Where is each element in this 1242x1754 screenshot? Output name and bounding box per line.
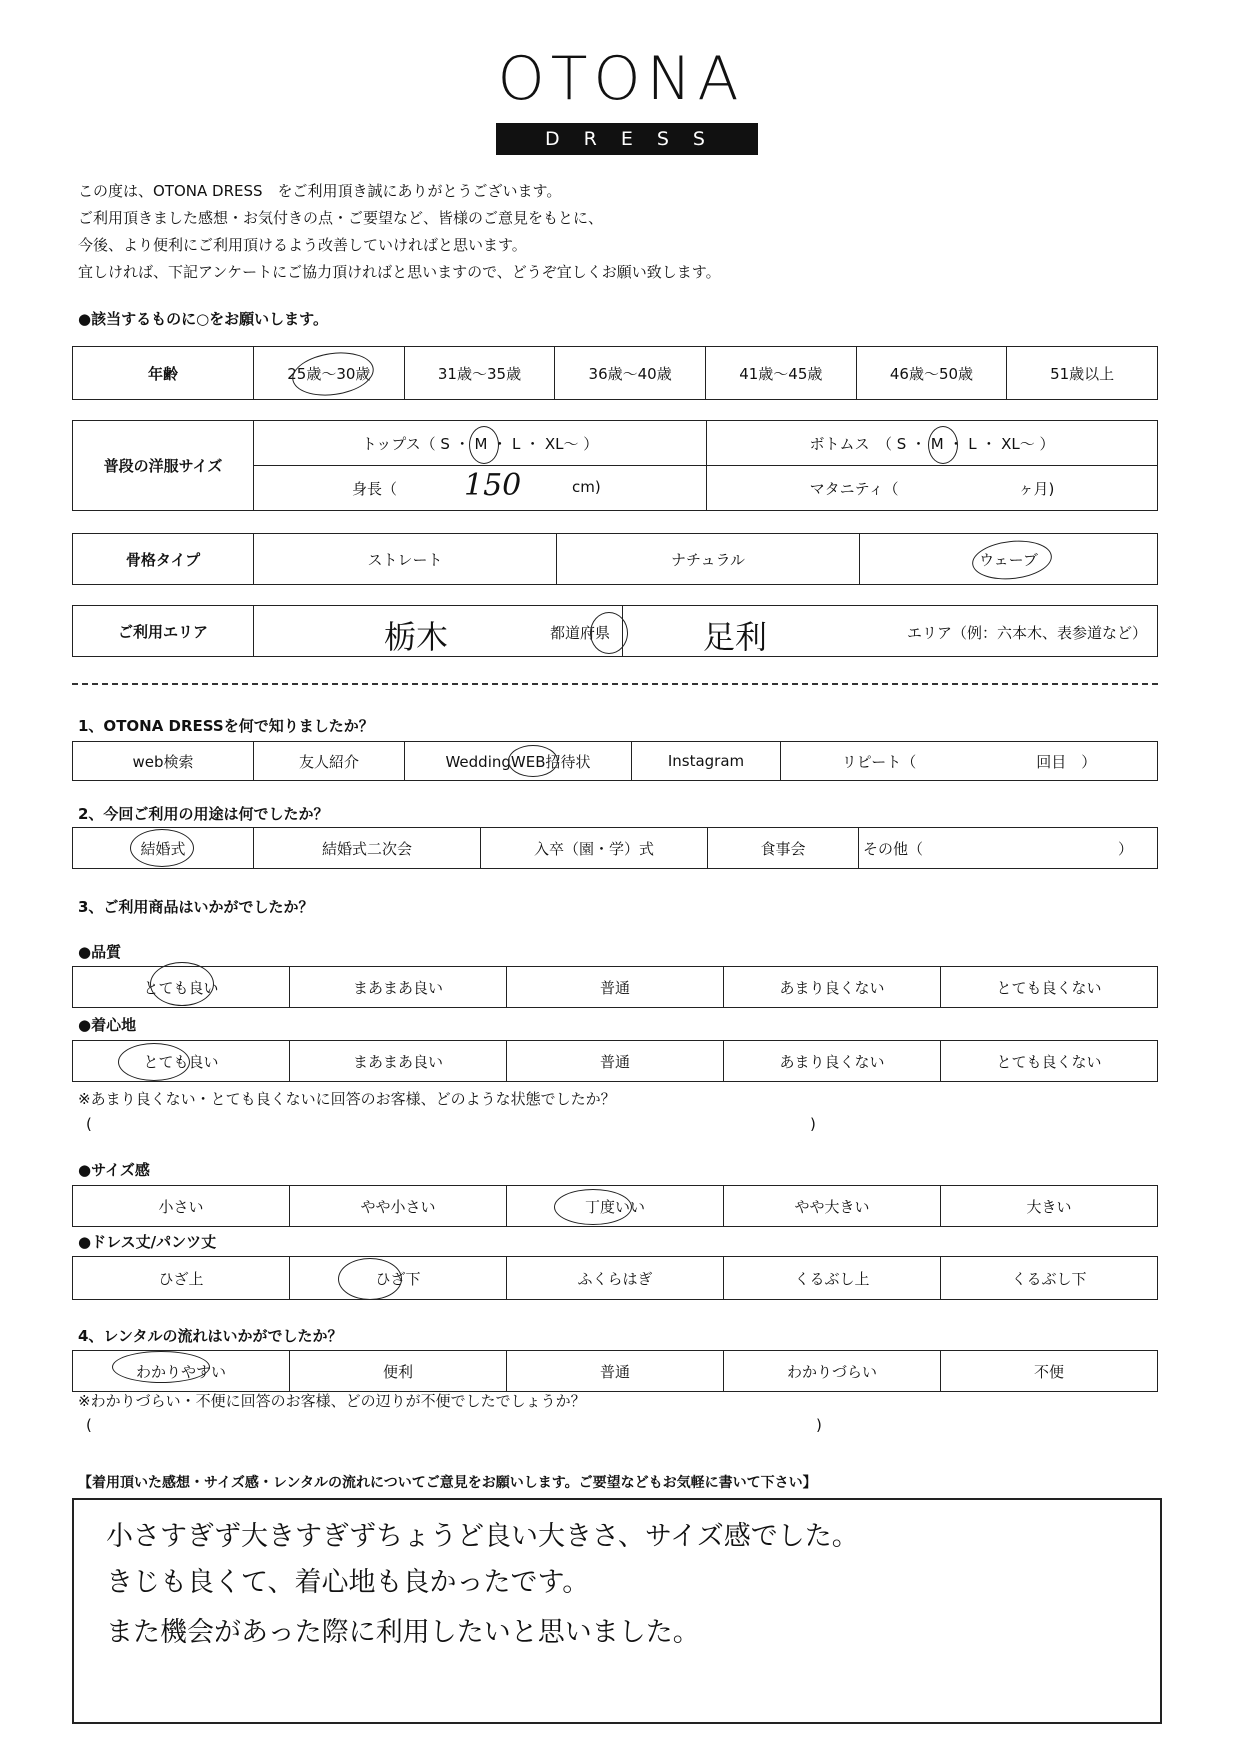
intro-line: 宜しければ、下記アンケートにご協力頂ければと思いますので、どうぞ宜しくお願い致します。: [78, 263, 721, 281]
comfort-note-close: ): [810, 1115, 816, 1133]
fit-option[interactable]: 小さい: [73, 1186, 290, 1227]
frame-option[interactable]: ナチュラル: [557, 534, 860, 585]
logo-dress: DRESS: [496, 123, 758, 155]
fit-label: ●サイズ感: [78, 1161, 150, 1179]
comfort-option[interactable]: とても良くない: [941, 1041, 1158, 1082]
q4-option[interactable]: 便利: [290, 1351, 507, 1392]
q2-option[interactable]: 結婚式二次会: [254, 828, 481, 869]
comfort-note-open: (: [86, 1115, 92, 1133]
area-example-label: エリア（例：六本木、表参道など）: [906, 624, 1147, 642]
fit-option[interactable]: 大きい: [941, 1186, 1158, 1227]
q1-table: [72, 741, 1158, 781]
q4-title: 4、レンタルの流れはいかがでしたか？: [78, 1327, 343, 1345]
size-table: [72, 420, 1158, 511]
comfort-table: [72, 1040, 1158, 1082]
comfort-note: ※あまり良くない・とても良くないに回答のお客様、どのような状態でしたか？: [78, 1090, 616, 1108]
comment-line: また機会があった際に利用したいと思いました。: [106, 1617, 700, 1648]
q4-option[interactable]: 不便: [941, 1351, 1158, 1392]
q1-option[interactable]: Instagram: [632, 742, 781, 781]
frame-option[interactable]: ストレート: [254, 534, 557, 585]
comfort-label: ●着心地: [78, 1016, 137, 1034]
comment-line: きじも良くて、着心地も良かったです。: [106, 1567, 590, 1598]
quality-label: ●品質: [78, 943, 122, 961]
fit-table: [72, 1185, 1158, 1227]
q1-option[interactable]: 友人紹介: [254, 742, 405, 781]
area-value: 足利: [703, 618, 768, 656]
comments-header: 【着用頂いた感想・サイズ感・レンタルの流れについてご意見をお願いします。ご要望などもお気軽に書いて下さい】: [78, 1475, 817, 1491]
area-label: ご利用エリア: [73, 606, 254, 657]
height-unit: cm): [572, 478, 601, 496]
age-option[interactable]: 36歳～40歳: [555, 347, 706, 400]
q4-option[interactable]: 普通: [507, 1351, 724, 1392]
quality-option[interactable]: とても良くない: [941, 967, 1158, 1008]
age-option[interactable]: 31歳～35歳: [404, 347, 555, 400]
quality-table: [72, 966, 1158, 1008]
height-field[interactable]: [254, 466, 707, 511]
age-option[interactable]: 25歳～30歳: [254, 347, 405, 400]
q2-option[interactable]: 食事会: [708, 828, 859, 869]
q3-title: 3、ご利用商品はいかがでしたか？: [78, 898, 314, 916]
age-table: [72, 346, 1158, 400]
area-table: [72, 605, 1158, 657]
height-value: 150: [464, 468, 522, 503]
q1-option[interactable]: web検索: [73, 742, 254, 781]
q2-title: 2、今回ご利用の用途は何でしたか？: [78, 805, 329, 823]
prefecture-value: 栃木: [384, 618, 449, 656]
fit-option[interactable]: やや大きい: [724, 1186, 941, 1227]
q1-option[interactable]: リピート（ 回目 ）: [781, 742, 1158, 781]
height-label: 身長（: [352, 480, 398, 498]
fit-option[interactable]: やや小さい: [290, 1186, 507, 1227]
q4-note: ※わかりづらい・不便に回答のお客様、どの辺りが不便でしたでしょうか？: [78, 1392, 586, 1410]
intro-line: この度は、OTONA DRESS をご利用頂き誠にありがとうございます。: [78, 182, 562, 200]
length-option[interactable]: くるぶし上: [724, 1257, 941, 1300]
intro-text: [78, 178, 721, 286]
intro-line: ご利用頂きました感想・お気付きの点・ご要望など、皆様のご意見をもとに、: [78, 209, 604, 227]
area-field[interactable]: [623, 606, 1158, 657]
fit-option[interactable]: 丁度いい: [507, 1186, 724, 1227]
q4-table: [72, 1350, 1158, 1392]
size-label: 普段の洋服サイズ: [73, 421, 254, 511]
comfort-option[interactable]: あまり良くない: [724, 1041, 941, 1082]
length-option[interactable]: ふくらはぎ: [507, 1257, 724, 1300]
length-table: [72, 1256, 1158, 1300]
length-option[interactable]: ひざ上: [73, 1257, 290, 1300]
quality-option[interactable]: とても良い: [73, 967, 290, 1008]
logo-otona: OTONA: [497, 44, 745, 114]
q1-option[interactable]: WeddingWEB招待状: [405, 742, 632, 781]
quality-option[interactable]: 普通: [507, 967, 724, 1008]
q2-option[interactable]: 結婚式: [73, 828, 254, 869]
frame-option[interactable]: ウェーブ: [860, 534, 1158, 585]
tops-size[interactable]: トップス（ S ・ M ・ L ・ XL～ ）: [254, 421, 707, 466]
q4-option[interactable]: わかりづらい: [724, 1351, 941, 1392]
instruction: ●該当するものに○をお願いします。: [78, 310, 328, 328]
comment-line: 小さすぎず大きすぎずちょうど良い大きさ、サイズ感でした。: [106, 1521, 859, 1552]
frame-table: [72, 533, 1158, 585]
intro-line: 今後、より便利にご利用頂けるよう改善していければと思います。: [78, 236, 527, 254]
length-option[interactable]: ひざ下: [290, 1257, 507, 1300]
comfort-option[interactable]: 普通: [507, 1041, 724, 1082]
age-option[interactable]: 51歳以上: [1007, 347, 1158, 400]
comments-box[interactable]: [72, 1498, 1162, 1724]
q2-table: [72, 827, 1158, 869]
q4-note-open: (: [86, 1416, 92, 1434]
q1-title: 1、OTONA DRESSを何で知りましたか？: [78, 717, 374, 735]
quality-option[interactable]: あまり良くない: [724, 967, 941, 1008]
q4-option[interactable]: わかりやすい: [73, 1351, 290, 1392]
prefecture-label: 都道府県: [549, 624, 610, 642]
length-label: ●ドレス丈/パンツ丈: [78, 1233, 217, 1251]
bottoms-size[interactable]: ボトムス （ S ・ M ・ L ・ XL～ ）: [707, 421, 1158, 466]
length-option[interactable]: くるぶし下: [941, 1257, 1158, 1300]
prefecture-field[interactable]: [254, 606, 623, 657]
comfort-option[interactable]: まあまあ良い: [290, 1041, 507, 1082]
comfort-option[interactable]: とても良い: [73, 1041, 290, 1082]
q2-option[interactable]: 入卒（園・学）式: [481, 828, 708, 869]
frame-label: 骨格タイプ: [73, 534, 254, 585]
age-option[interactable]: 41歳～45歳: [705, 347, 856, 400]
q4-note-close: ): [816, 1416, 822, 1434]
divider: [72, 683, 1158, 685]
age-label: 年齢: [73, 347, 254, 400]
age-option[interactable]: 46歳～50歳: [856, 347, 1007, 400]
quality-option[interactable]: まあまあ良い: [290, 967, 507, 1008]
maternity-field[interactable]: マタニティ（ ヶ月): [707, 466, 1158, 511]
q2-option[interactable]: その他（ ）: [859, 828, 1158, 869]
